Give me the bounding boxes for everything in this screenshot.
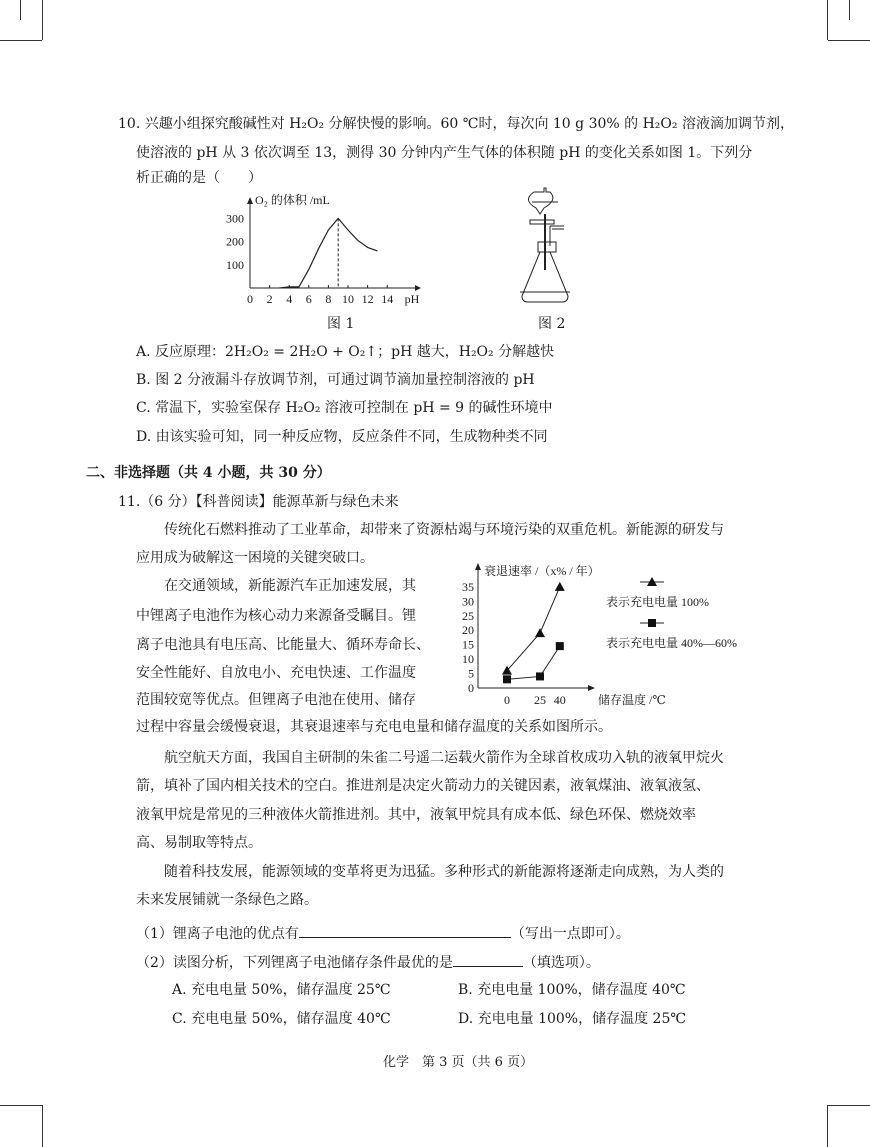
x-tick-label: 14 bbox=[381, 292, 394, 306]
paragraph-line: 应用成为破解这一困境的关键突破口。 bbox=[136, 550, 374, 566]
paragraph-line: 航空航天方面，我国自主研制的朱雀二号遥二运载火箭作为全球首枚成功入轨的液氧甲烷火 bbox=[164, 750, 724, 766]
x-tick-label: 40 bbox=[553, 693, 566, 707]
x-tick-label: 0 bbox=[504, 693, 510, 707]
q11-option-b[interactable]: B. 充电电量 100%，储存温度 40℃ bbox=[458, 982, 686, 998]
legend-label: 表示充电电量 40%—60% bbox=[606, 636, 737, 650]
x-axis-arrow bbox=[588, 685, 595, 691]
triangle-marker bbox=[555, 582, 565, 591]
answer-blank-1[interactable] bbox=[299, 923, 511, 938]
y-tick-label: 0 bbox=[468, 681, 474, 695]
sub2-prefix: （2）读图分析，下列锂离子电池储存条件最优的是 bbox=[136, 955, 453, 971]
square-marker bbox=[536, 672, 544, 680]
x-tick-label: 25 bbox=[534, 693, 546, 707]
y-tick-label: 200 bbox=[226, 234, 244, 249]
legend-label: 表示充电电量 100% bbox=[606, 595, 709, 609]
q11-option-a[interactable]: A. 充电电量 50%，储存温度 25℃ bbox=[172, 982, 391, 998]
paragraph-line: 传统化石燃料推动了工业革命，却带来了资源枯竭与环境污染的双重危机。新能源的研发与 bbox=[164, 522, 724, 538]
q10-text-line: 使溶液的 pH 从 3 依次调至 13，测得 30 分钟内产生气体的体积随 pH 的变化关系如图 1。下列分 bbox=[136, 145, 753, 161]
q11-option-c[interactable]: C. 充电电量 50%，储存温度 40℃ bbox=[172, 1011, 391, 1027]
q10-text-line: 析正确的是（ ） bbox=[136, 170, 262, 186]
legend-square-marker bbox=[648, 619, 656, 627]
option-b[interactable]: B. 图 2 分液漏斗存放调节剂，可通过调节滴加量控制溶液的 pH bbox=[136, 372, 535, 388]
paragraph-line: 安全性能好、自放电小、充电快速、工作温度 bbox=[136, 665, 416, 681]
x-tick-label: 10 bbox=[342, 292, 354, 306]
x-tick-label: 12 bbox=[361, 292, 374, 306]
x-tick-label: 8 bbox=[325, 292, 332, 306]
x-axis-arrow bbox=[415, 285, 421, 291]
y-tick-label: 10 bbox=[462, 652, 474, 667]
series-line bbox=[507, 646, 560, 679]
figure-2-caption: 图 2 bbox=[538, 316, 566, 332]
answer-blank-2[interactable] bbox=[453, 952, 523, 967]
x-tick-label: 6 bbox=[305, 292, 312, 306]
sub1-prefix: （1）锂离子电池的优点有 bbox=[136, 926, 299, 942]
square-marker bbox=[503, 675, 511, 683]
sub-question-1 bbox=[136, 923, 630, 943]
x-axis-label: 储存温度 /℃ bbox=[598, 693, 666, 707]
y-axis-label: 衰退速率 /（x% / 年） bbox=[484, 564, 600, 578]
paragraph-line: 离子电池具有电压高、比能量大、循环寿命长、 bbox=[136, 637, 430, 653]
x-tick-label: 0 bbox=[247, 292, 253, 306]
y-tick-label: 5 bbox=[468, 666, 474, 681]
x-axis-label: pH bbox=[404, 292, 420, 306]
sub-question-2 bbox=[136, 952, 600, 972]
y-tick-label: 100 bbox=[226, 257, 244, 272]
paragraph-line: 随着科技发展，能源领域的变革将更为迅猛。多种形式的新能源将逐渐走向成熟，为人类的 bbox=[164, 864, 724, 880]
sub2-suffix: （填选项）。 bbox=[522, 955, 600, 971]
page-footer: 化学 第 3 页（共 6 页） bbox=[383, 1055, 534, 1070]
paragraph-line: 中锂离子电池作为核心动力来源备受瞩目。锂 bbox=[136, 608, 416, 624]
paragraph-line: 范围较宽等优点。但锂离子电池在使用、储存 bbox=[136, 692, 416, 708]
q11-title: 11.（6 分）【科普阅读】能源革新与绿色未来 bbox=[118, 494, 399, 510]
figure-2-flask-apparatus bbox=[510, 180, 580, 306]
y-axis-label: O₂ 的体积 /mL bbox=[255, 193, 330, 207]
paragraph-line: 过程中容量会缓慢衰退，其衰退速率与充电电量和储存温度的关系如图所示。 bbox=[136, 719, 612, 735]
x-tick-label: 4 bbox=[286, 292, 293, 306]
y-tick-label: 15 bbox=[462, 637, 474, 652]
option-a[interactable]: A. 反应原理：2H₂O₂ = 2H₂O + O₂↑；pH 越大，H₂O₂ 分解越快 bbox=[136, 344, 555, 360]
q11-option-d[interactable]: D. 充电电量 100%，储存温度 25℃ bbox=[458, 1011, 687, 1027]
q10-text-line: 10. 兴趣小组探究酸碱性对 H₂O₂ 分解快慢的影响。60 ℃时，每次向 10 g 30% 的 H₂O₂ 溶液滴加调节剂， bbox=[118, 116, 794, 132]
x-tick-label: 2 bbox=[266, 292, 273, 306]
y-tick-label: 300 bbox=[226, 211, 244, 226]
paragraph-line: 未来发展铺就一条绿色之路。 bbox=[136, 892, 318, 908]
paragraph-line: 高、易制取等特点。 bbox=[136, 835, 262, 851]
triangle-marker bbox=[535, 628, 545, 637]
paragraph-line: 在交通领域，新能源汽车正加速发展，其 bbox=[164, 578, 416, 594]
section-heading: 二、非选择题（共 4 小题，共 30 分） bbox=[86, 465, 331, 481]
option-d[interactable]: D. 由该实验可知，同一种反应物，反应条件不同，生成物种类不同 bbox=[136, 429, 548, 445]
y-axis-arrow bbox=[247, 197, 253, 204]
option-c[interactable]: C. 常温下，实验室保存 H₂O₂ 溶液可控制在 pH = 9 的碱性环境中 bbox=[136, 400, 553, 416]
y-tick-label: 30 bbox=[462, 594, 474, 609]
square-marker bbox=[556, 642, 564, 650]
series-line bbox=[279, 218, 377, 288]
y-axis-arrow bbox=[475, 563, 481, 570]
y-tick-label: 20 bbox=[462, 623, 474, 638]
sub1-suffix: （写出一点即可）。 bbox=[510, 926, 630, 942]
y-tick-label: 35 bbox=[462, 579, 474, 594]
paragraph-line: 液氧甲烷是常见的三种液体火箭推进剂。其中，液氧甲烷具有成本低、绿色环保、燃烧效率 bbox=[136, 807, 696, 823]
figure-1-chart bbox=[220, 188, 430, 310]
figure-1-caption: 图 1 bbox=[327, 316, 355, 332]
figure-battery-chart bbox=[440, 560, 760, 710]
y-tick-label: 25 bbox=[462, 608, 474, 623]
paragraph-line: 箭，填补了国内相关技术的空白。推进剂是决定火箭动力的关键因素，液氧煤油、液氧液氢、 bbox=[136, 778, 710, 794]
